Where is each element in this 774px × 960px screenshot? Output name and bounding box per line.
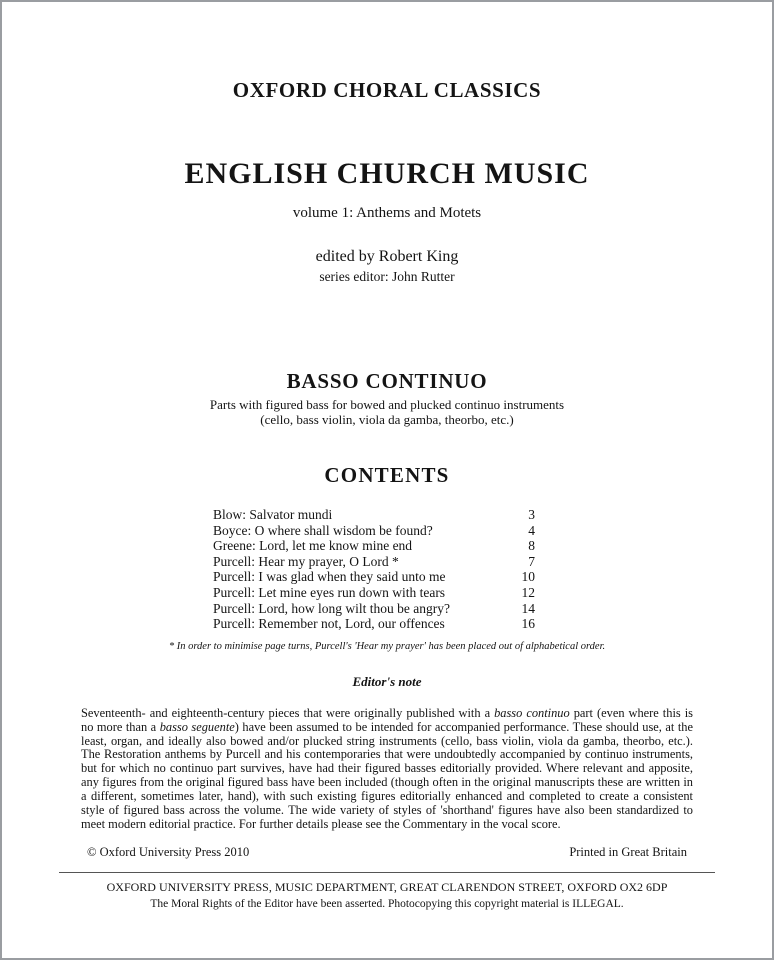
contents-item-title: Purcell: Hear my prayer, O Lord * bbox=[213, 553, 399, 569]
copyright-notice: © Oxford University Press 2010 bbox=[87, 844, 250, 859]
contents-item-title: Purcell: Remember not, Lord, our offences bbox=[213, 616, 445, 632]
contents-item-page: 10 bbox=[521, 569, 535, 585]
contents-row bbox=[213, 616, 535, 632]
contents-row bbox=[213, 523, 535, 539]
copyright-row bbox=[87, 845, 687, 860]
contents-footnote: * In order to minimise page turns, Purcell's 'Hear my prayer' has been placed out of alphabetical order. bbox=[168, 640, 606, 652]
contents-item-page: 7 bbox=[528, 553, 535, 569]
italic-term: basso continuo bbox=[494, 705, 570, 720]
contents-item-title: Purcell: Let mine eyes run down with tears bbox=[213, 584, 446, 600]
part-heading: BASSO CONTINUO bbox=[286, 369, 488, 393]
printed-in-notice: Printed in Great Britain bbox=[569, 844, 687, 859]
contents-item-page: 16 bbox=[521, 616, 535, 632]
contents-row bbox=[213, 554, 535, 570]
contents-item-title: Purcell: I was glad when they said unto me bbox=[213, 569, 446, 585]
part-description-line1: Parts with figured bass for bowed and plucked continuo instruments bbox=[209, 397, 565, 412]
contents-item-page: 3 bbox=[528, 507, 535, 522]
contents-row bbox=[213, 585, 535, 601]
contents-item-page: 12 bbox=[521, 584, 535, 600]
part-description-line2: (cello, bass violin, viola da gamba, theorbo, etc.) bbox=[260, 412, 514, 427]
italic-term: basso seguente bbox=[159, 719, 235, 734]
contents-item-title: Greene: Lord, let me know mine end bbox=[213, 538, 413, 554]
contents-item-page: 14 bbox=[521, 600, 535, 616]
contents-row bbox=[213, 507, 535, 523]
contents-item-title: Boyce: O where shall wisdom be found? bbox=[213, 522, 433, 538]
series-title: OXFORD CHORAL CLASSICS bbox=[232, 78, 542, 102]
contents-item-page: 8 bbox=[528, 538, 535, 554]
paragraph-text: ) have been assumed to be intended for accompanied performance. These should use, at the least, organ, and ideally also bowed and/or plucked string instruments (cello, bass violin, viola da gamba, theorbo, etc.). The Restoration anthems by Purcell and his contemporaries that were undoubtedly accompanied by continuo instruments, but for which no continuo part survives, have had their figured basses editorially provided. Where relevant and apposite, any figures from the original figured bass have been included (though often in the original manuscripts these are written in a different, sometimes later, hand), with such existing figures editorially enhanced and completed to create a consistent style of figured bass across the volume. The wide variety of styles of 'shorthand' figures have also been standardized to meet modern editorial practice. For further details please see the Commentary in the vocal score. bbox=[81, 719, 693, 831]
editor-credit: edited by Robert King bbox=[315, 248, 459, 265]
publisher-imprint-address: OXFORD UNIVERSITY PRESS, MUSIC DEPARTMENT, GREAT CLARENDON STREET, OXFORD OX2 6DP bbox=[106, 879, 668, 894]
editors-note-paragraph bbox=[81, 707, 693, 832]
footer-divider bbox=[59, 872, 715, 873]
contents-row bbox=[213, 569, 535, 585]
volume-subtitle: volume 1: Anthems and Motets bbox=[292, 205, 482, 221]
contents-item-title: Blow: Salvator mundi bbox=[213, 507, 333, 522]
contents-heading: CONTENTS bbox=[324, 463, 450, 487]
contents-item-title: Purcell: Lord, how long wilt thou be angry? bbox=[213, 600, 450, 616]
series-editor-credit: series editor: John Rutter bbox=[319, 269, 455, 284]
moral-rights-notice: The Moral Rights of the Editor have been asserted. Photocopying this copyright material is ILLEGAL. bbox=[150, 897, 624, 910]
contents-row bbox=[213, 601, 535, 617]
contents-list bbox=[213, 507, 535, 632]
contents-item-page: 4 bbox=[528, 522, 535, 538]
contents-row bbox=[213, 538, 535, 554]
paragraph-text: Seventeenth- and eighteenth-century pieces that were originally published with a bbox=[81, 705, 495, 720]
main-title: ENGLISH CHURCH MUSIC bbox=[184, 157, 590, 190]
paragraph-text: part (even where this is no more than a bbox=[81, 705, 693, 734]
editors-note-heading: Editor's note bbox=[352, 673, 422, 689]
